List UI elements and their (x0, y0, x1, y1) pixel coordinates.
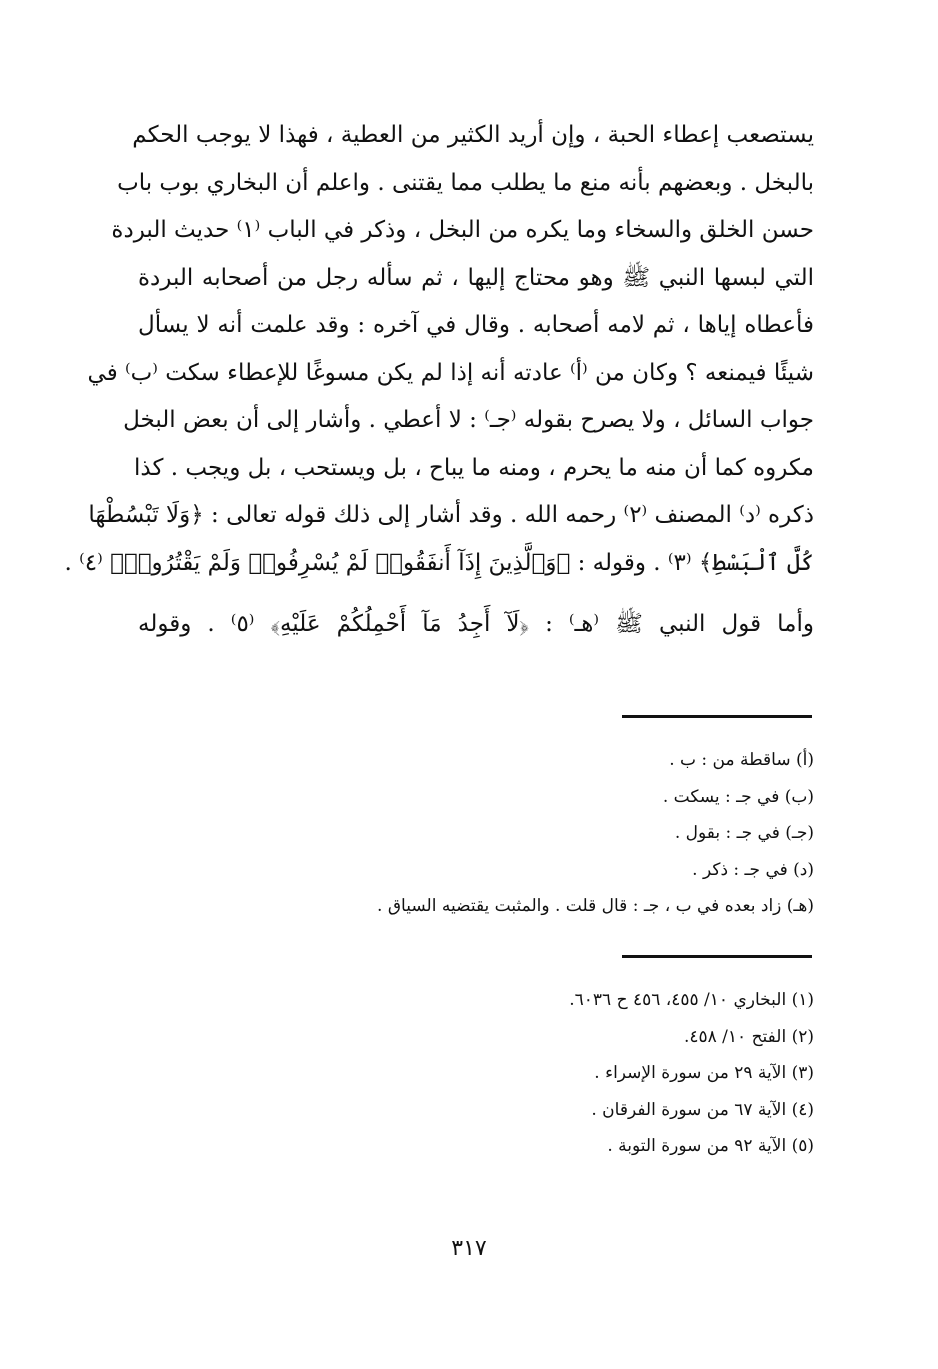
footnote-divider (622, 715, 812, 718)
text-line: فأعطاه إياها ، ثم لامه أصحابه . وقال في آخره : وقد علمت أنه لا يسأل (138, 312, 814, 338)
source-notes (300, 982, 814, 1165)
variant-note: (ب) في جـ : يسكت . (662, 786, 814, 807)
text-line: حسن الخلق والسخاء وما يكره من البخل ، وذكر في الباب ⁽١⁾ حديث البردة (111, 217, 814, 243)
text-line: وأما قول النبي ﷺ ⁽هـ⁾ : ﴿لَآ أَجِدُ مَآ أَحْمِلُكُمْ عَلَيْهِ﴾ ⁽٥⁾ . وقوله (138, 611, 814, 637)
variant-note: (جـ) في جـ : بقول . (674, 823, 814, 843)
text-line: كُلَّ ٱلْبَسْطِ﴾ ⁽٣⁾ . وقوله : ﴿وَٱلَّذِينَ إِذَآ أَنفَقُوا۟ لَمْ يُسْرِفُوا۟ وَلَمْ يَقْتُرُوا۟﴾ ⁽٤⁾ . (64, 549, 814, 576)
source-note: (٤) الآية ٦٧ من سورة الفرقان . (591, 1099, 814, 1120)
text-line: شيئًا فيمنعه ؟ وكان من ⁽أ⁾ عادته أنه إذا لم يكن مسوغًا للإعطاء سكت ⁽ب⁾ في (87, 359, 814, 386)
variant-note: (أ) ساقطة من : ب . (669, 750, 814, 770)
footnote-divider (622, 955, 812, 958)
text-line: يستصعب إعطاء الحبة ، وإن أريد الكثير من العطية ، فهذا لا يوجب الحكم (132, 122, 814, 148)
variant-note: (د) في جـ : ذكر . (692, 859, 814, 880)
text-line: مكروه كما أن منه ما يحرم ، ومنه ما يباح ، بل ويستحب ، بل ويجب . كذا (134, 454, 814, 481)
variant-notes (300, 742, 814, 925)
source-note: (٥) الآية ٩٢ من سورة التوبة . (607, 1136, 814, 1156)
source-note: (١) البخاري ١٠/ ٤٥٥، ٤٥٦ ح ٦٠٣٦. (569, 990, 814, 1010)
source-note: (٢) الفتح ١٠/ ٤٥٨. (683, 1026, 814, 1047)
main-text-block (64, 112, 814, 649)
text-line: التي لبسها النبي ﷺ وهو محتاج إليها ، ثم سأله رجل من أصحابه البردة (138, 264, 814, 291)
text-line: جواب السائل ، ولا يصرح بقوله ⁽جـ⁾ : لا أعطي . وأشار إلى أن بعض البخل (123, 407, 814, 433)
page-number: ٣١٧ (451, 1236, 487, 1261)
text-line: ذكره ⁽د⁾ المصنف ⁽٢⁾ رحمه الله . وقد أشار إلى ذلك قوله تعالى : ﴿وَلَا تَبْسُطْهَا (88, 502, 814, 528)
variant-note: (هـ) زاد بعده في ب ، جـ : قال قلت . والمثبت يقتضيه السياق . (377, 896, 814, 916)
source-note: (٣) الآية ٢٩ من سورة الإسراء . (594, 1063, 814, 1083)
text-line: بالبخل . وبعضهم بأنه منع ما يطلب مما يقتنى . واعلم أن البخاري بوب باب (117, 169, 814, 196)
